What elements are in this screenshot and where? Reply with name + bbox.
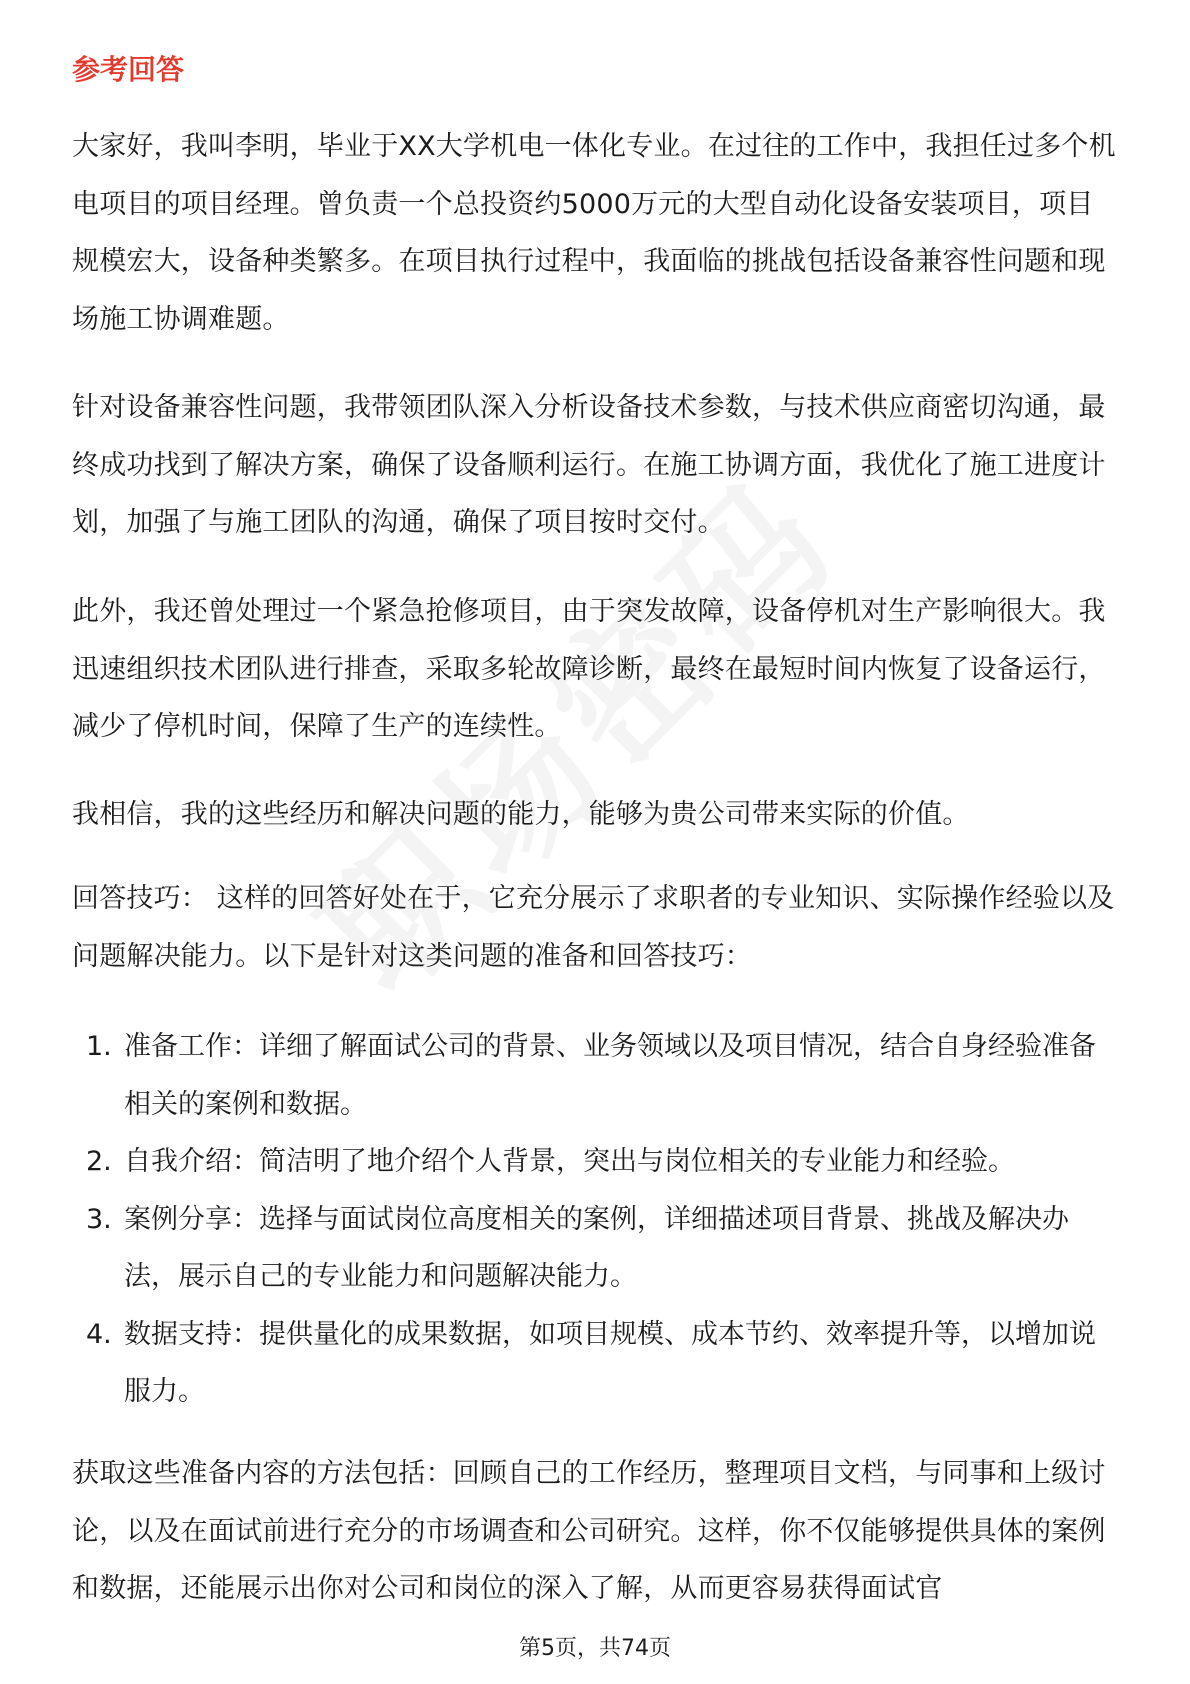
- list-item-number: 2.: [86, 1146, 112, 1177]
- paragraph-solutions: 针对设备兼容性问题，我带领团队深入分析设备技术参数，与技术供应商密切沟通，最终成功找到了解决方案，确保了设备顺利运行。在施工协调方面，我优化了施工进度计划，加强了与施工团队的沟通，确保了项目按时交付。: [72, 392, 1106, 538]
- paragraph-methods: 获取这些准备内容的方法包括：回顾自己的工作经历，整理项目文档，与同事和上级讨论，以及在面试前进行充分的市场调查和公司研究。这样，你不仅能够提供具体的案例和数据，还能展示出你对公司和岗位的深入了解，从而更容易获得面试官: [72, 1458, 1106, 1604]
- list-item: [72, 1133, 1120, 1191]
- paragraph-tips-intro: 回答技巧： 这样的回答好处在于，它充分展示了求职者的专业知识、实际操作经验以及问题解决能力。以下是针对这类问题的准备和回答技巧：: [72, 883, 1115, 972]
- tips-list: [72, 1018, 1120, 1421]
- paragraph-intro: 大家好，我叫李明，毕业于XX大学机电一体化专业。在过往的工作中，我担任过多个机电项目的项目经理。曾负责一个总投资约5000万元的大型自动化设备安装项目，项目规模宏大，设备种类繁多。在项目执行过程中，我面临的挑战包括设备兼容性问题和现场施工协调难题。: [72, 131, 1116, 335]
- page-number: 第5页，共74页: [519, 1636, 671, 1661]
- list-item: [72, 1306, 1120, 1421]
- section-heading: 参考回答: [72, 53, 185, 86]
- list-item-number: 4.: [86, 1318, 112, 1350]
- list-item-text: 案例分享：选择与面试岗位高度相关的案例，详细描述项目背景、挑战及解决办法，展示自己的专业能力和问题解决能力。: [124, 1203, 1069, 1292]
- paragraph-emergency: 此外，我还曾处理过一个紧急抢修项目，由于突发故障，设备停机对生产影响很大。我迅速组织技术团队进行排查，采取多轮故障诊断，最终在最短时间内恢复了设备运行，减少了停机时间，保障了生产的连续性。: [72, 596, 1106, 742]
- list-item-text: 准备工作：详细了解面试公司的背景、业务领域以及项目情况，结合自身经验准备相关的案例和数据。: [124, 1031, 1096, 1120]
- paragraph-belief: 我相信，我的这些经历和解决问题的能力，能够为贵公司带来实际的价值。: [72, 799, 970, 830]
- list-item-text: 自我介绍：简洁明了地介绍个人背景，突出与岗位相关的专业能力和经验。: [124, 1146, 1015, 1177]
- list-item-text: 数据支持：提供量化的成果数据，如项目规模、成本节约、效率提升等，以增加说服力。: [124, 1318, 1096, 1407]
- list-item-number: 3.: [86, 1203, 112, 1235]
- list-item-number: 1.: [86, 1031, 112, 1062]
- list-item: [72, 1018, 1120, 1133]
- list-item: [72, 1191, 1120, 1306]
